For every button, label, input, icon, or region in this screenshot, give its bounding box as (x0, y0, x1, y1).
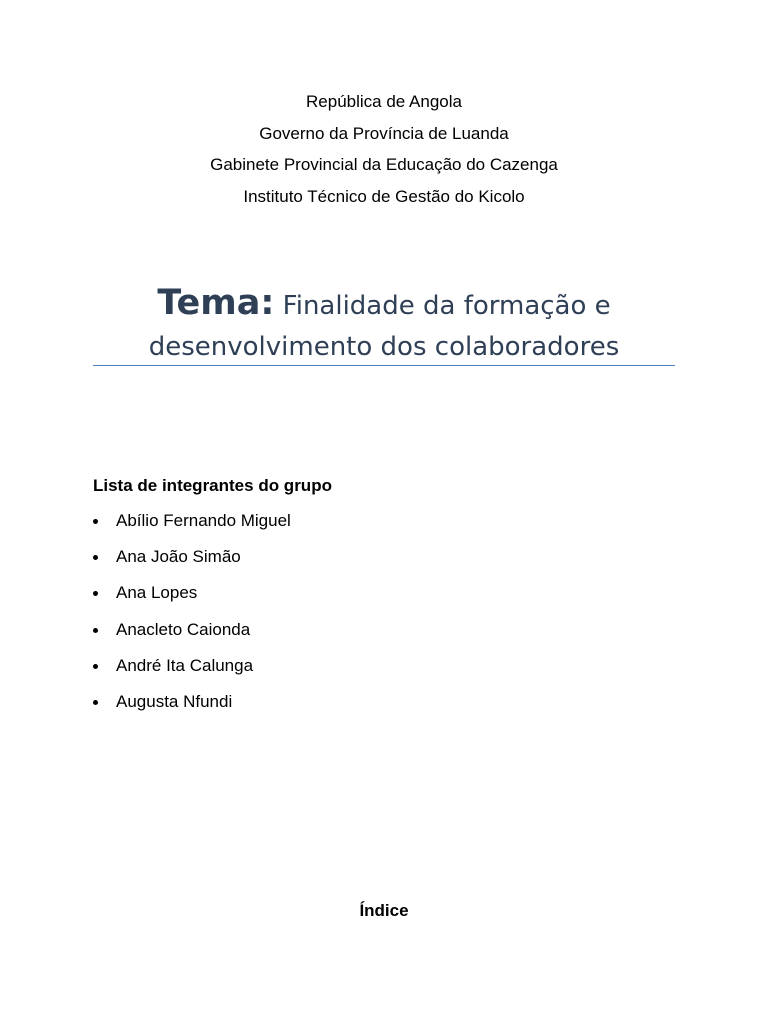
member-name: Anacleto Caionda (116, 619, 251, 639)
bullet-icon (93, 555, 98, 560)
title-line-2: desenvolvimento dos colaboradores (148, 332, 620, 362)
header-country: República de Angola (306, 92, 462, 111)
header-government: Governo da Província de Luanda (259, 123, 509, 143)
member-name: Abílio Fernando Miguel (116, 511, 291, 530)
member-name: Augusta Nfundi (116, 691, 233, 711)
member-name: Ana Lopes (116, 583, 198, 603)
title-line-1 (93, 280, 675, 332)
members-heading: Lista de integrantes do grupo (93, 476, 332, 495)
title-line-1-text: Finalidade da formação e (274, 291, 611, 321)
title-prefix: Tema: (157, 283, 275, 323)
bullet-icon (93, 700, 98, 705)
header-cabinet: Gabinete Provincial da Educação do Cazenga (210, 155, 558, 174)
bullet-icon (93, 519, 98, 524)
header-institute: Instituto Técnico de Gestão do Kicolo (243, 186, 525, 206)
member-name: Ana João Simão (116, 547, 241, 567)
document-title (93, 280, 675, 366)
bullet-icon (93, 628, 98, 633)
institution-header (0, 86, 768, 212)
member-name: André Ita Calunga (116, 655, 254, 675)
index-heading: Índice (359, 901, 409, 920)
bullet-icon (93, 591, 98, 596)
bullet-icon (93, 664, 98, 669)
